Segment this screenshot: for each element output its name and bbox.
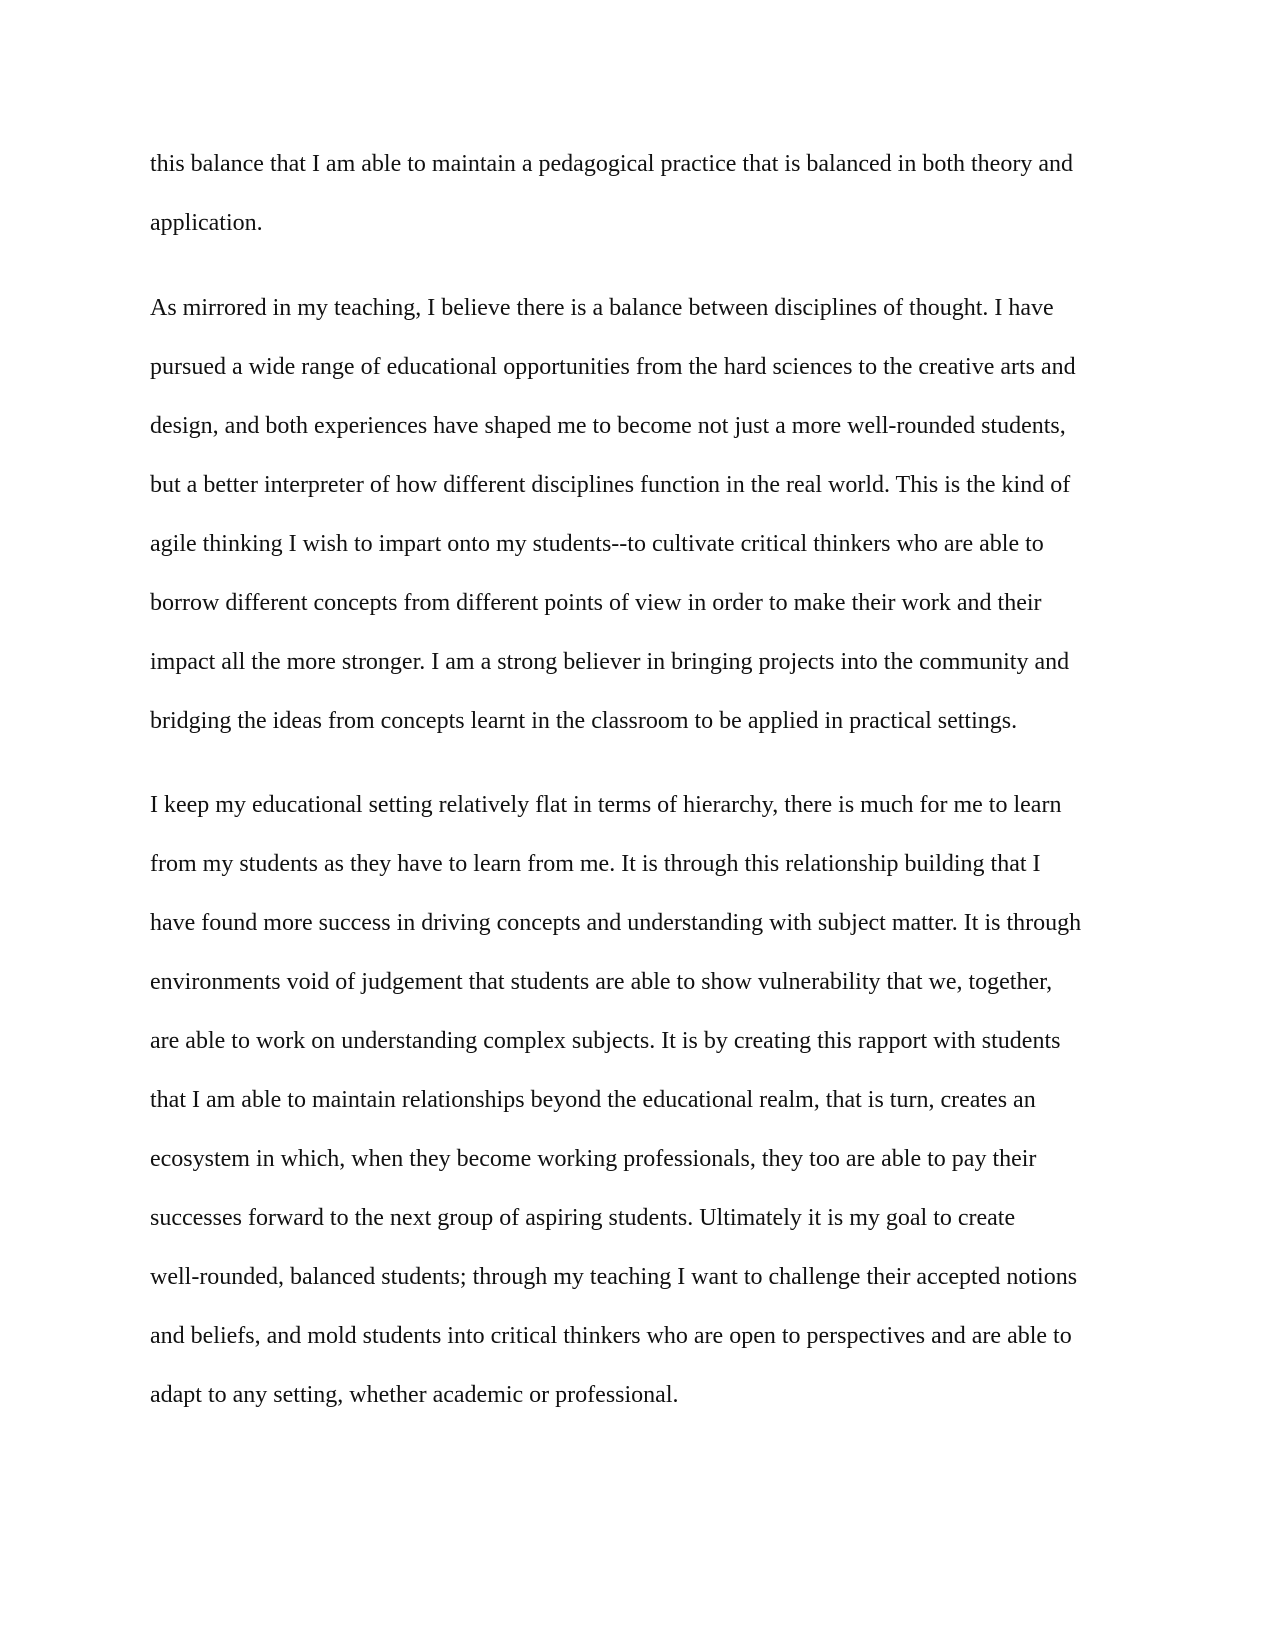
text-line: borrow different concepts from different points of view in order to make their work and their bbox=[150, 590, 1042, 616]
paragraph-2 bbox=[150, 292, 1150, 764]
text-line: but a better interpreter of how different disciplines function in the real world. This is the kind of bbox=[150, 472, 1071, 498]
text-line: environments void of judgement that students are able to show vulnerability that we, together, bbox=[150, 969, 1053, 995]
text-line: bridging the ideas from concepts learnt in the classroom to be applied in practical settings. bbox=[150, 708, 1018, 734]
paragraph-3 bbox=[150, 789, 1150, 1438]
text-line: agile thinking I wish to impart onto my students--to cultivate critical thinkers who are able to bbox=[150, 531, 1044, 557]
text-line: and beliefs, and mold students into critical thinkers who are open to perspectives and are able to bbox=[150, 1323, 1072, 1349]
text-line: adapt to any setting, whether academic or professional. bbox=[150, 1382, 679, 1408]
text-line: are able to work on understanding complex subjects. It is by creating this rapport with students bbox=[150, 1028, 1061, 1054]
text-line: design, and both experiences have shaped me to become not just a more well-rounded students, bbox=[150, 413, 1066, 439]
text-line: As mirrored in my teaching, I believe there is a balance between disciplines of thought. I have bbox=[150, 295, 1054, 321]
text-line: well-rounded, balanced students; through my teaching I want to challenge their accepted notions bbox=[150, 1264, 1078, 1290]
text-line: successes forward to the next group of aspiring students. Ultimately it is my goal to create bbox=[150, 1205, 1016, 1231]
text-line: this balance that I am able to maintain a pedagogical practice that is balanced in both theory and bbox=[150, 151, 1073, 177]
text-line: impact all the more stronger. I am a strong believer in bringing projects into the community and bbox=[150, 649, 1070, 675]
text-line: have found more success in driving concepts and understanding with subject matter. It is through bbox=[150, 910, 1082, 936]
text-line: application. bbox=[150, 210, 263, 236]
paragraph-1 bbox=[150, 148, 1150, 266]
text-line: that I am able to maintain relationships beyond the educational realm, that is turn, creates an bbox=[150, 1087, 1036, 1113]
text-line: ecosystem in which, when they become working professionals, they too are able to pay their bbox=[150, 1146, 1037, 1172]
text-line: I keep my educational setting relatively flat in terms of hierarchy, there is much for me to learn bbox=[150, 792, 1062, 818]
text-line: pursued a wide range of educational opportunities from the hard sciences to the creative arts and bbox=[150, 354, 1076, 380]
text-line: from my students as they have to learn from me. It is through this relationship building that I bbox=[150, 851, 1041, 877]
